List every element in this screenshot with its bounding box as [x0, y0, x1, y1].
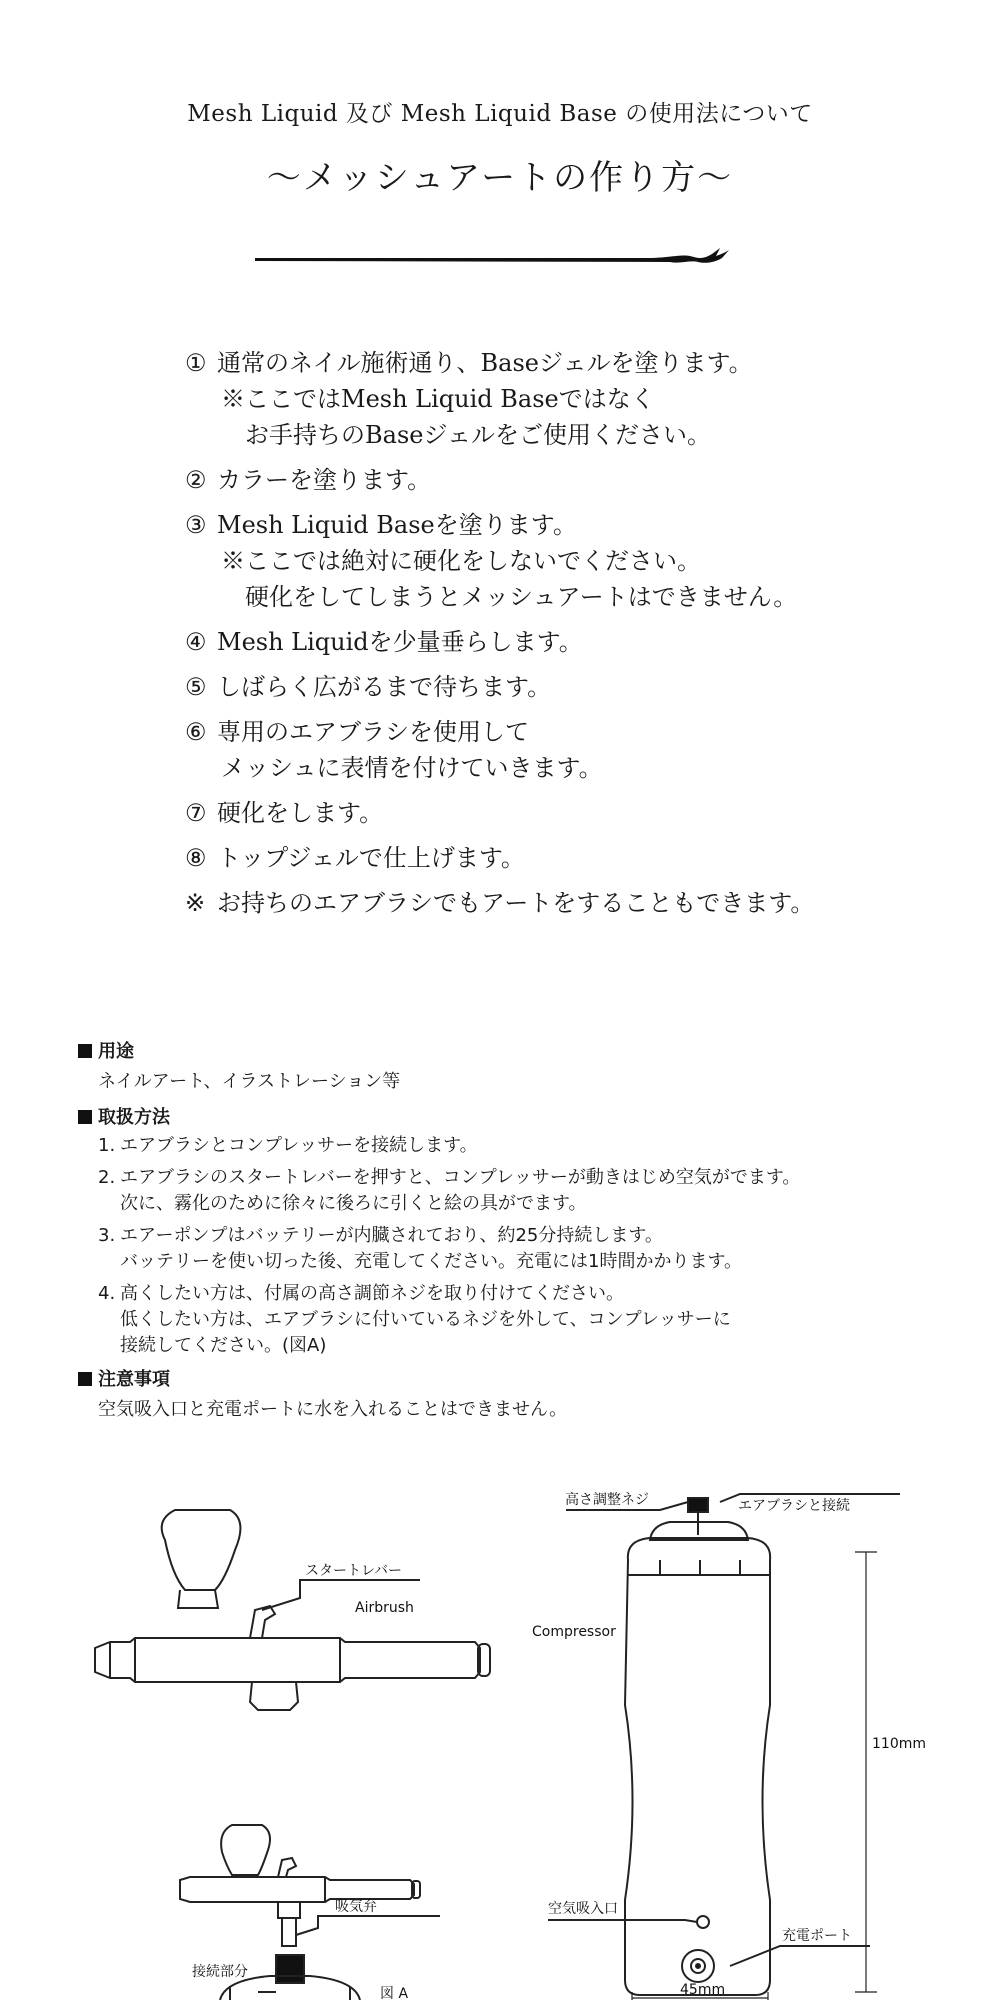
usage-heading — [78, 1103, 978, 1133]
step-item — [185, 507, 965, 615]
product-diagram — [0, 1480, 1000, 2000]
usage-text: エアブラシとコンプレッサーを接続します。 — [120, 1135, 478, 1156]
step-item — [185, 714, 965, 786]
step-item — [185, 840, 965, 876]
ornament-divider-icon — [250, 240, 730, 270]
width-dimension-label: 45mm — [680, 1982, 726, 1998]
usage-number: 4. — [98, 1283, 116, 1304]
compressor-label: Compressor — [532, 1624, 616, 1640]
airbrush-small-icon — [180, 1825, 420, 1946]
usage-item — [78, 1133, 978, 1159]
header-subtitle: Mesh Liquid 及び Mesh Liquid Base の使用法について — [187, 101, 813, 127]
square-bullet-icon — [78, 1110, 92, 1124]
step-text: カラーを塗ります。 — [217, 466, 432, 494]
step-number: ⑧ — [185, 844, 207, 872]
square-bullet-icon — [78, 1044, 92, 1058]
step-note: ※ここではMesh Liquid Baseではなく — [221, 385, 655, 413]
usage-item — [78, 1165, 978, 1217]
caution-heading — [78, 1365, 978, 1395]
step-item — [185, 885, 965, 921]
connect-airbrush-label: エアブラシと接続 — [738, 1498, 850, 1514]
connection-label: 接続部分 — [192, 1964, 248, 1980]
usage-number: 3. — [98, 1225, 116, 1246]
start-lever-label: スタートレバー — [305, 1563, 403, 1579]
step-text: 通常のネイル施術通り、Baseジェルを塗ります。 — [217, 349, 753, 377]
step-item — [185, 462, 965, 498]
step-item — [185, 624, 965, 660]
steps-list — [185, 345, 965, 930]
purpose-heading-text: 用途 — [98, 1041, 134, 1062]
usage-item — [78, 1281, 978, 1359]
step-text: Mesh Liquidを少量垂らします。 — [217, 628, 583, 656]
air-intake-label: 空気吸入口 — [548, 1901, 618, 1917]
step-number: ④ — [185, 628, 207, 656]
step-number: ⑥ — [185, 718, 207, 746]
caution-body: 空気吸入口と充電ポートに水を入れることはできません。 — [98, 1399, 568, 1420]
step-text-cont: メッシュに表情を付けていきます。 — [221, 754, 603, 782]
figure-a-label: 図 A — [380, 1986, 409, 2000]
step-item — [185, 345, 965, 453]
purpose-heading — [78, 1037, 978, 1067]
intake-valve-label: 吸気弁 — [335, 1899, 377, 1915]
step-number: ② — [185, 466, 207, 494]
step-item — [185, 795, 965, 831]
caution-heading-text: 注意事項 — [98, 1369, 170, 1390]
usage-text: 接続してください。(図A) — [120, 1335, 327, 1356]
info-section — [78, 1037, 978, 1431]
usage-number: 2. — [98, 1167, 116, 1188]
step-number: ③ — [185, 511, 207, 539]
height-screw-label: 高さ調整ネジ — [565, 1492, 649, 1508]
step-item — [185, 669, 965, 705]
airbrush-label: Airbrush — [355, 1600, 414, 1616]
step-number: ⑤ — [185, 673, 207, 701]
step-text: お持ちのエアブラシでもアートをすることもできます。 — [217, 889, 815, 917]
step-note: ※ここでは絶対に硬化をしないでください。 — [221, 547, 701, 575]
usage-text: 高くしたい方は、付属の高さ調節ネジを取り付けてください。 — [120, 1283, 624, 1304]
step-text: 専用のエアブラシを使用して — [217, 718, 529, 746]
step-text: 硬化をします。 — [217, 799, 384, 827]
usage-text: 次に、霧化のために徐々に後ろに引くと絵の具がでます。 — [120, 1193, 587, 1214]
step-number: ※ — [185, 889, 206, 917]
page-title: 〜メッシュアートの作り方〜 — [266, 158, 734, 198]
usage-item — [78, 1223, 978, 1275]
charge-port-label: 充電ポート — [782, 1928, 852, 1944]
step-text: しばらく広がるまで待ちます。 — [217, 673, 552, 701]
usage-text: エアーポンプはバッテリーが内臓されており、約25分持続します。 — [120, 1225, 663, 1246]
height-dimension-label: 110mm — [872, 1736, 926, 1752]
step-number: ⑦ — [185, 799, 207, 827]
airbrush-large-icon — [95, 1510, 490, 1710]
usage-text: 低くしたい方は、エアブラシに付いているネジを外して、コンプレッサーに — [120, 1309, 731, 1330]
step-note: お手持ちのBaseジェルをご使用ください。 — [245, 421, 711, 449]
step-number: ① — [185, 349, 207, 377]
usage-number: 1. — [98, 1135, 116, 1156]
step-note: 硬化をしてしまうとメッシュアートはできません。 — [245, 583, 798, 611]
step-text: Mesh Liquid Baseを塗ります。 — [217, 511, 577, 539]
usage-heading-text: 取扱方法 — [98, 1107, 170, 1128]
usage-text: エアブラシのスタートレバーを押すと、コンプレッサーが動きはじめ空気がでます。 — [120, 1167, 801, 1188]
purpose-body: ネイルアート、イラストレーション等 — [98, 1071, 401, 1092]
step-text: トップジェルで仕上げます。 — [217, 844, 525, 872]
usage-text: バッテリーを使い切った後、充電してください。充電には1時間かかります。 — [120, 1251, 743, 1272]
square-bullet-icon — [78, 1372, 92, 1386]
